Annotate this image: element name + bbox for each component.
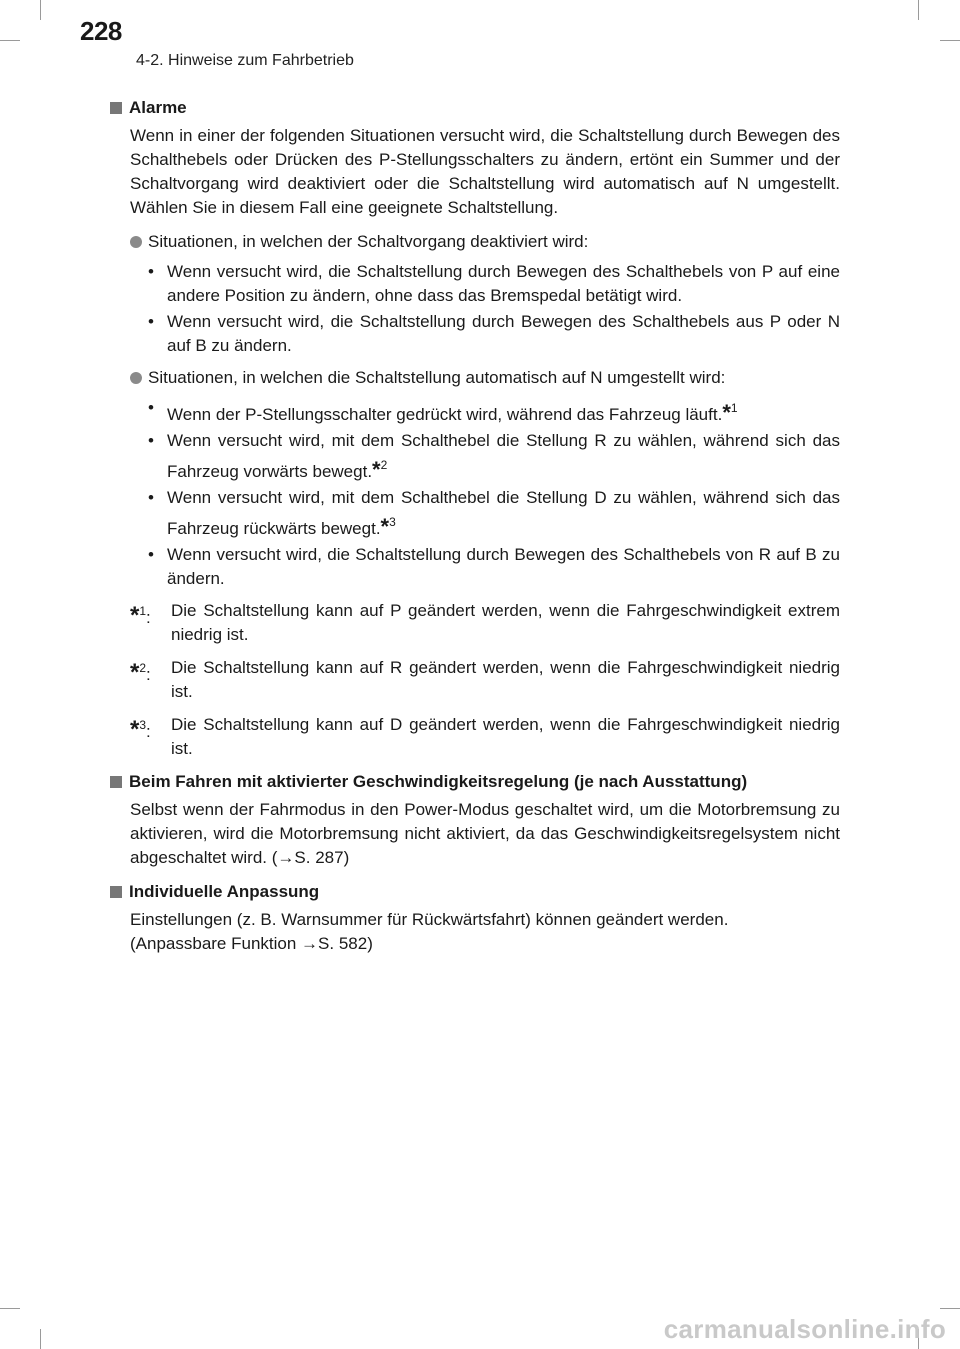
section-heading-customization: Individuelle Anpassung <box>110 880 840 904</box>
section-heading-cruise-control: Beim Fahren mit aktivierter Geschwindigkeitsregelung (je nach Ausstattung) <box>110 770 840 794</box>
page-content <box>110 96 840 966</box>
crop-mark <box>918 0 919 20</box>
footnote-ref: 2 <box>380 458 388 472</box>
list-item: • Wenn versucht wird, mit dem Schalthebel die Stellung D zu wählen, während sich das Fahrzeug rückwärts bewegt.*$^3$ <box>148 488 840 539</box>
page-number: 228 <box>80 16 122 46</box>
crop-mark <box>0 40 20 41</box>
list-shift-disabled <box>148 260 840 358</box>
subheading-shift-disabled: Situationen, in welchen der Schaltvorgang deaktiviert wird: <box>130 230 840 254</box>
footnote-ref: 1 <box>730 401 738 415</box>
subheading-auto-neutral: Situationen, in welchen die Schaltstellung automatisch auf N umgestellt wird: <box>130 366 840 390</box>
footnote: *$^1$: Die Schaltstellung kann auf P geändert werden, wenn die Fahrgeschwindigkeit extrem niedrig ist. <box>130 601 840 644</box>
arrow-icon: → <box>277 848 295 867</box>
cruise-text: Selbst wenn der Fahrmodus in den Power-Modus geschaltet wird, um die Motorbremsung zu aktivieren, wird die Motorbremsung nicht aktiviert, da das Geschwindigkeitsregelsystem nicht abgeschaltet wird. (→S. 287) <box>130 800 840 867</box>
footnote: *$^3$: Die Schaltstellung kann auf D geändert werden, wenn die Fahrgeschwindigkeit niedrig ist. <box>130 715 840 758</box>
footnote-ref: 3 <box>389 515 396 529</box>
crop-mark <box>940 40 960 41</box>
circle-bullet-icon <box>130 372 142 384</box>
circle-bullet-icon <box>130 236 142 248</box>
crop-mark <box>940 1308 960 1309</box>
list-item: • Wenn versucht wird, die Schaltstellung durch Bewegen des Schalthebels aus P oder N auf B zu ändern. <box>148 312 840 355</box>
crop-mark <box>40 1329 41 1349</box>
watermark: carmanualsonline.info <box>663 1314 946 1344</box>
chapter-title: 4-2. Hinweise zum Fahrbetrieb <box>136 52 354 69</box>
arrow-icon: → <box>301 934 319 953</box>
alarme-intro: Wenn in einer der folgenden Situationen versucht wird, die Schaltstellung durch Bewegen des Schalthebels oder Drücken des P-Stellungsschalters zu ändern, ertönt ein Summer und der Schaltvorgang wird deaktiviert oder die Schaltstellung wird automatisch auf N umgestellt. Wählen Sie in diesem Fall eine geeignete Schaltstellung. <box>130 126 840 217</box>
crop-mark <box>40 0 41 20</box>
footnotes <box>130 599 840 761</box>
list-item: • Wenn der P-Stellungsschalter gedrückt wird, während das Fahrzeug läuft.*$^1$ <box>148 398 738 425</box>
page-reference-link[interactable]: S. 582 <box>318 934 368 953</box>
footnote: *$^2$: Die Schaltstellung kann auf R geändert werden, wenn die Fahrgeschwindigkeit niedrig ist. <box>130 658 840 701</box>
customization-text: Einstellungen (z. B. Warnsummer für Rückwärtsfahrt) können geändert werden. (Anpassbare Funktion →S. 582) <box>130 910 729 953</box>
page-reference-link[interactable]: S. 287 <box>294 848 344 867</box>
square-bullet-icon <box>110 102 122 114</box>
square-bullet-icon <box>110 886 122 898</box>
crop-mark <box>0 1308 20 1309</box>
list-item: • Wenn versucht wird, die Schaltstellung durch Bewegen des Schalthebels von P auf eine andere Position zu ändern, ohne dass das Bremspedal betätigt wird. <box>148 262 840 305</box>
list-auto-neutral <box>148 396 840 591</box>
square-bullet-icon <box>110 776 122 788</box>
section-heading-alarme: Alarme <box>110 96 840 120</box>
list-item: • Wenn versucht wird, mit dem Schalthebel die Stellung R zu wählen, während sich das Fahrzeug vorwärts bewegt.*$^2$ <box>148 431 840 482</box>
list-item: • Wenn versucht wird, die Schaltstellung durch Bewegen des Schalthebels von R auf B zu ändern. <box>148 545 840 588</box>
